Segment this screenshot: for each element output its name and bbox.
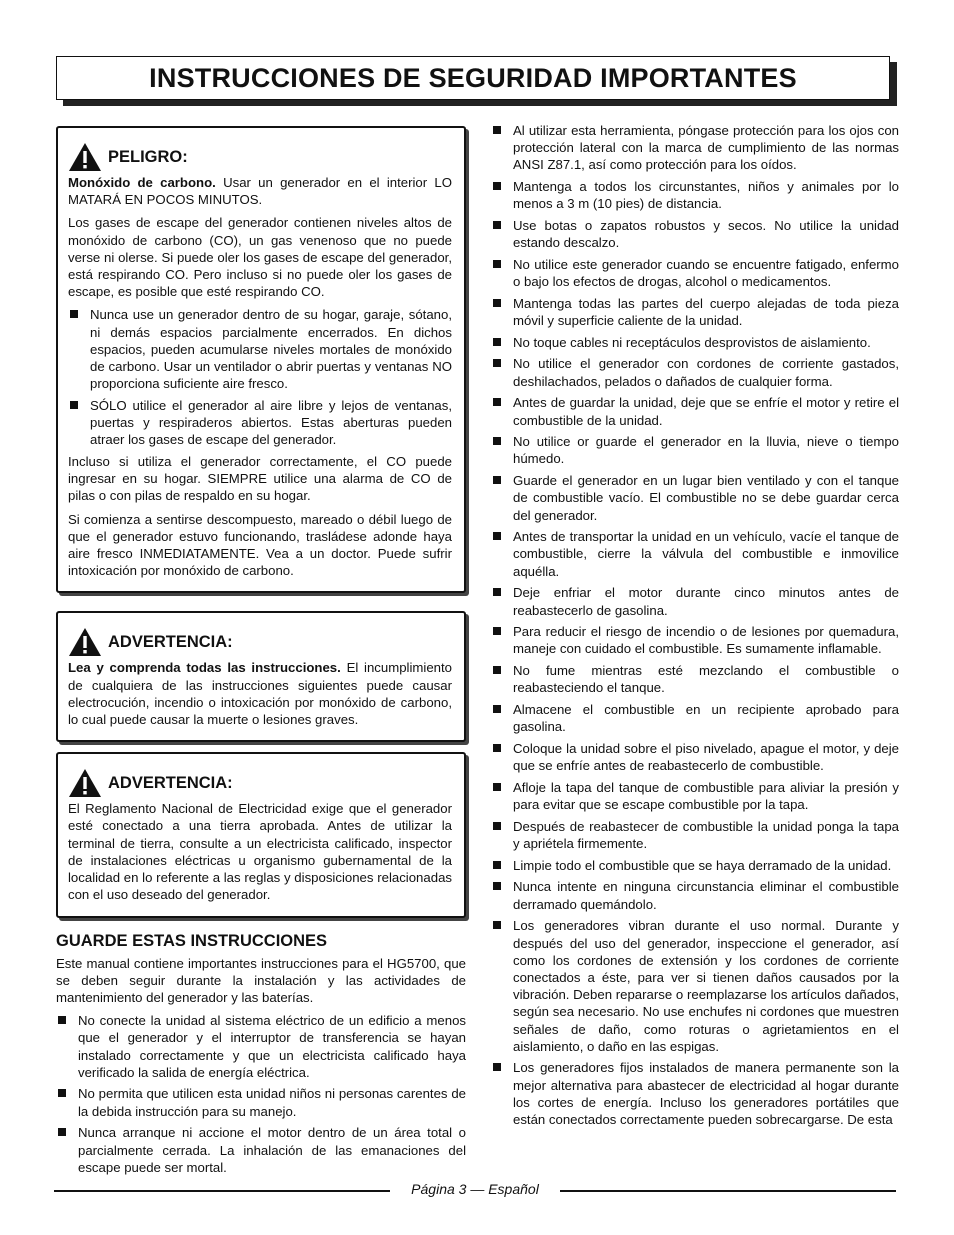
list-item: No toque cables ni receptáculos desprovistos de aislamiento. [491,334,899,351]
list-item: Antes de guardar la unidad, deje que se enfríe el motor y retire el combustible de la unidad. [491,394,899,428]
advertencia-box-2 [56,752,466,917]
peligro-bullets [68,306,452,448]
guarde-title: GUARDE ESTAS INSTRUCCIONES [56,931,328,950]
left-column [56,126,466,1180]
peligro-intro [68,174,452,208]
list-item: Use botas o zapatos robustos y secos. No utilice la unidad estando descalzo. [491,217,899,251]
peligro-para2: Incluso si utiliza el generador correctamente, el CO puede ingresar en su hogar. SIEMPRE utilice una alarma de CO de pilas o con pilas de respaldo en su hogar. [68,454,452,504]
page-title: INSTRUCCIONES DE SEGURIDAD IMPORTANTES [149,62,797,93]
peligro-box [56,126,466,593]
list-item: No fume mientras esté mezclando el combustible o reabasteciendo el tanque. [491,662,899,696]
peligro-para1: Los gases de escape del generador contienen niveles altos de monóxido de carbono (CO), un gas venenoso que no puede verse ni olerse. Si puede oler los gases de escape del generador, está respirando CO. Pero incluso si no puede oler los gases de escape, es posible que esté respirando CO. [68,215,452,300]
list-item: Almacene el combustible en un recipiente aprobado para gasolina. [491,701,899,735]
list-item: Mantenga a todos los circunstantes, niños y animales por lo menos a 3 m (10 pies) de distancia. [491,178,899,212]
advertencia-text-1 [68,659,452,728]
advertencia-label-1: ADVERTENCIA: [108,632,233,651]
advertencia-header-1 [68,627,452,657]
list-item: No conecte la unidad al sistema eléctrico de un edificio a menos que el generador y el interruptor de transferencia se hayan instalado correctamente y que un electricista calificado haya verificado la salida de energía eléctrica. [56,1012,466,1081]
advertencia-header-2 [68,768,452,798]
advertencia-bold-1: Lea y comprenda todas las instrucciones. [68,660,341,676]
list-item: No permita que utilicen esta unidad niños ni personas carentes de la debida instrucción para su manejo. [56,1085,466,1119]
list-item: Coloque la unidad sobre el piso nivelado, apague el motor, y deje que se enfríe antes de reabastecerlo de combustible. [491,740,899,774]
list-item: Antes de transportar la unidad en un vehículo, vacíe el tanque de combustible, cierre la válvula del combustible e inmovilice aquélla. [491,528,899,580]
warning-triangle-icon [68,142,102,172]
list-item: Nunca arranque ni accione el motor dentro de un área total o parcialmente cerrada. La inhalación de las emanaciones del escape puede ser mortal. [56,1124,466,1176]
list-item: No utilice or guarde el generador en la lluvia, nieve o tiempo húmedo. [491,433,899,467]
list-item: SÓLO utilice el generador al aire libre y lejos de ventanas, puertas y respiraderos abiertos. Estas aberturas pueden atraer los gases de escape del generador. [68,397,452,449]
list-item: No utilice el generador con cordones de corriente gastados, deshilachados, pelados o dañados de cualquier forma. [491,355,899,389]
warning-triangle-icon [68,627,102,657]
list-item: No utilice este generador cuando se encuentre fatigado, enfermo o bajo los efectos de drogas, alcohol o medicamentos. [491,256,899,290]
page-footer [54,1181,896,1201]
list-item: Nunca intente en ninguna circunstancia eliminar el combustible derramado quemándolo. [491,878,899,912]
advertencia-text-2: El Reglamento Nacional de Electricidad exige que el generador esté conectado a una tierra aprobada. Antes de utilizar la terminal de tierra, consulte a un electricista calificado, inspector de instalaciones eléctricas u organismo gubernamental de la localidad en lo referente a las reglas y disposiciones relacionadas con el uso deseado del generador. [68,801,452,903]
list-item: Los generadores fijos instalados de manera permanente son la mejor alternativa para abastecer de electricidad al hogar durante los cortes de energía. Incluso los generadores portátiles que están conectados correctamente pueden sobrecargarse. De esta [491,1059,899,1128]
advertencia-label-2: ADVERTENCIA: [108,773,233,792]
advertencia-box-1 [56,611,466,742]
list-item: Afloje la tapa del tanque de combustible para aliviar la presión y para evitar que se escape combustible por la tapa. [491,779,899,813]
peligro-intro-bold: Monóxido de carbono. [68,175,216,190]
page-title-box [56,56,890,100]
list-item: Deje enfriar el motor durante cinco minutos antes de reabastecerlo de gasolina. [491,584,899,618]
list-item: Mantenga todas las partes del cuerpo alejadas de toda pieza móvil y superficie caliente de la unidad. [491,295,899,329]
safety-bullets [491,122,899,1128]
peligro-header [68,142,452,172]
list-item: Nunca use un generador dentro de su hogar, garaje, sótano, ni demás espacios parcialmente encerrados. En dichos espacios, pueden acumularse niveles mortales de monóxido de carbono. Usar un ventilador o abrir puertas y ventanas NO proporciona suficiente aire fresco. [68,306,452,392]
warning-triangle-icon [68,768,102,798]
peligro-label: PELIGRO: [108,147,188,166]
list-item: Limpie todo el combustible que se haya derramado de la unidad. [491,857,899,874]
list-item: Para reducir el riesgo de incendio o de lesiones por quemadura, maneje con cuidado el combustible. Es sumamente inflamable. [491,623,899,657]
peligro-intro-text: Usar un generador en el interior LO MATARÁ EN POCOS MINUTOS. [68,175,452,208]
list-item: Guarde el generador en un lugar bien ventilado y con el tanque de combustible vacío. El combustible no se debe guardar cerca del generador. [491,472,899,524]
peligro-para3: Si comienza a sentirse descompuesto, mareado o débil luego de que el generador estuvo funcionando, trasládese adonde haya aire fresco INMEDIATAMENTE. Vea a un doctor. Puede sufrir intoxicación por monóxido de carbono. [68,511,452,579]
page-number: Página 3 — Español [401,1181,549,1197]
guarde-intro: Este manual contiene importantes instrucciones para el HG5700, que se deben seguir durante la instalación y las actividades de mantenimiento del generador y las baterías. [56,955,466,1005]
guarde-bullets [56,1012,466,1176]
list-item: Después de reabastecer de combustible la unidad ponga la tapa y apriétela firmemente. [491,818,899,852]
list-item: Al utilizar esta herramienta, póngase protección para los ojos con protección lateral con la marca de cumplimiento de las normas ANSI Z87.1, así como protección para los oídos. [491,122,899,174]
advertencia-body-1: El incumplimiento de cualquiera de las instrucciones siguientes puede causar electrocución, incendio o intoxicación por monóxido de carbono, lo cual puede causar la muerte o lesiones graves. [68,660,452,728]
right-column [491,122,899,1133]
list-item: Los generadores vibran durante el uso normal. Durante y después del uso del generador, inspeccione el generador, así como los cordones de extensión y los cordones de corriente conectados a éste, para ver si tienen daños causados por la vibración. Deben repararse o reemplazarse los artículos dañados, según sea necesario. No use enchufes ni cordones que muestren señales de daño, como roturas o agrietamientos en el aislamiento, o daño en las espigas. [491,917,899,1055]
